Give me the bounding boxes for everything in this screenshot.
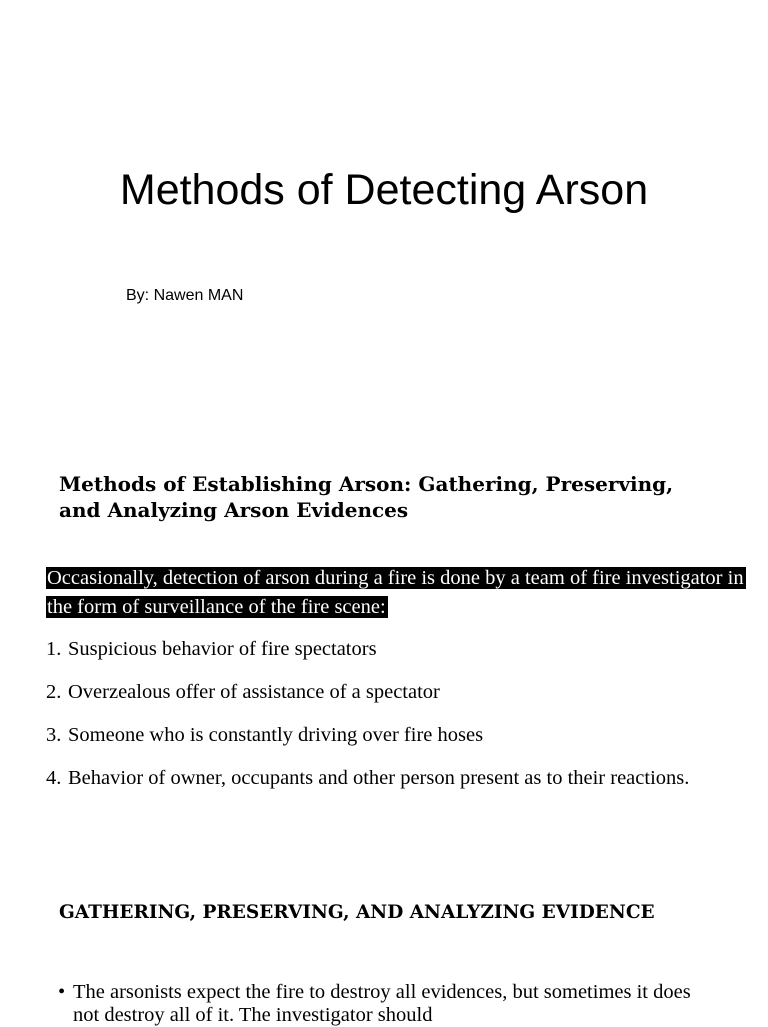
list-item-text: Someone who is constantly driving over fire hoses <box>68 724 484 746</box>
list-item <box>46 635 716 664</box>
list-item <box>46 764 716 793</box>
list-item-number: 2. <box>46 681 62 703</box>
section-heading-methods: Methods of Establishing Arson: Gathering, Preserving, and Analyzing Arson Evidences <box>59 472 674 522</box>
section-heading-evidence: GATHERING, PRESERVING, AND ANALYZING EVIDENCE <box>59 902 655 923</box>
surveillance-indicators-list <box>46 635 716 807</box>
list-item-text: Behavior of owner, occupants and other person present as to their reactions. <box>68 767 690 789</box>
document-title: Methods of Detecting Arson <box>119 166 649 214</box>
highlighted-intro-text: Occasionally, detection of arson during a fire is done by a team of fire investigator in the form of surveillance of the fire scene: <box>47 567 744 618</box>
bullet-text: The arsonists expect the fire to destroy all evidences, but sometimes it does not destroy all of it. The investigator should <box>73 981 691 1026</box>
intro-paragraph <box>46 564 746 622</box>
evidence-bullet-list <box>58 981 718 1027</box>
list-item-number: 4. <box>46 767 62 789</box>
list-item-number: 1. <box>46 638 62 660</box>
bullet-marker: • <box>58 981 66 1003</box>
author-byline: By: Nawen MAN <box>126 287 244 304</box>
list-item <box>46 678 716 707</box>
list-item-number: 3. <box>46 724 62 746</box>
list-item <box>58 981 718 1027</box>
list-item-text: Suspicious behavior of fire spectators <box>68 638 377 660</box>
list-item <box>46 721 716 750</box>
list-item-text: Overzealous offer of assistance of a spectator <box>68 681 440 703</box>
